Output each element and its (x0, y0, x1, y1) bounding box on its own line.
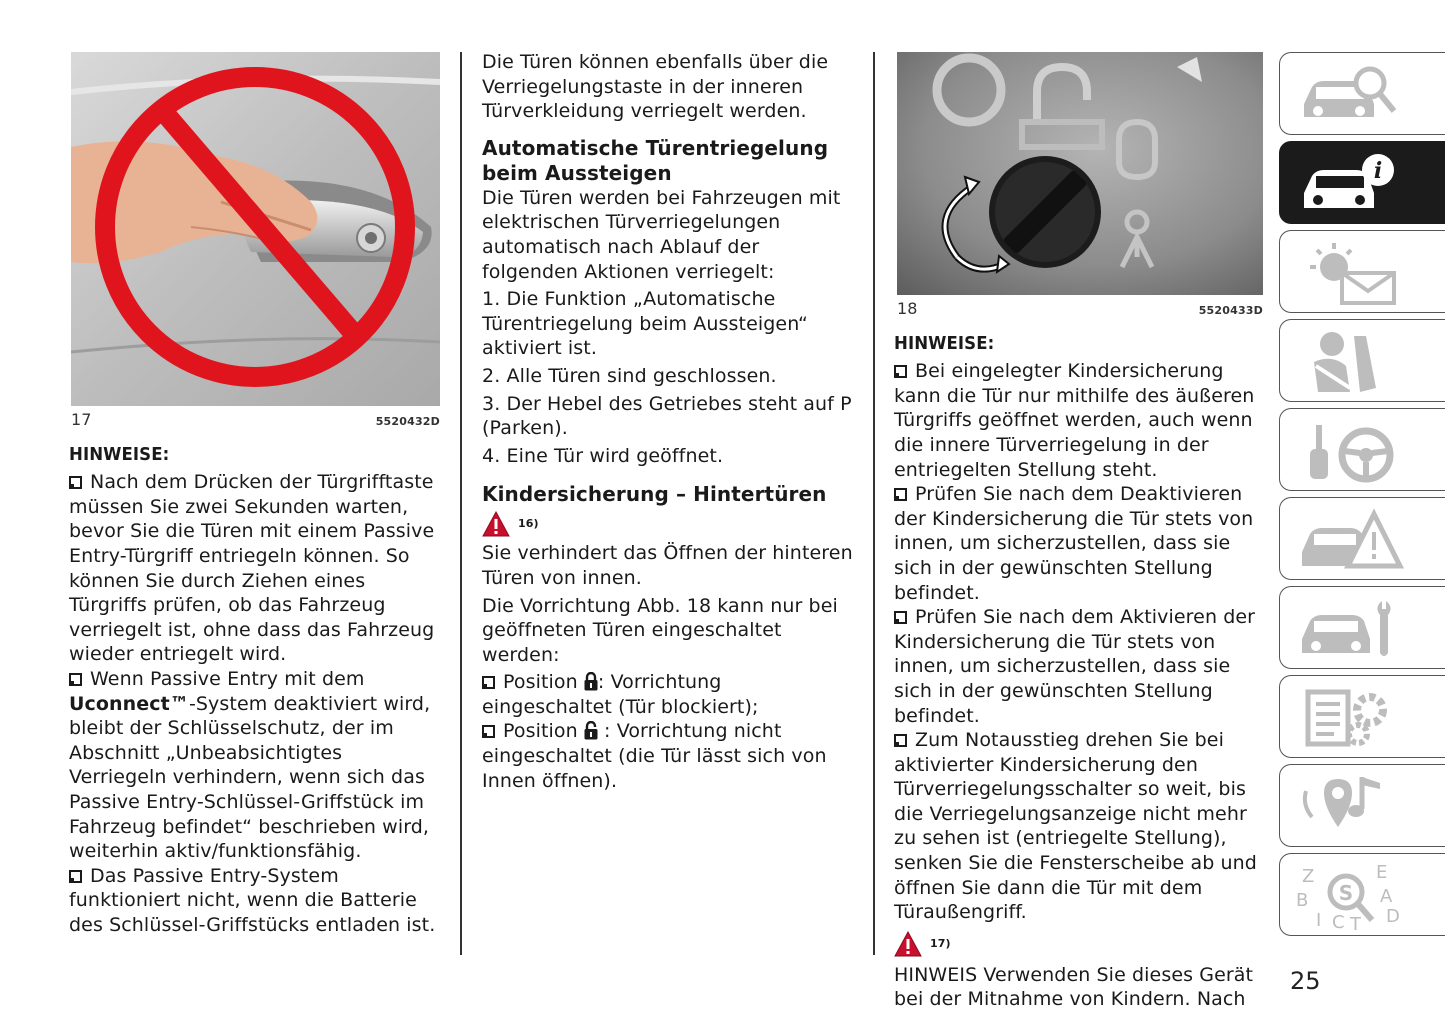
column-1 (69, 50, 441, 937)
note-item: Nach dem Drücken der Türgrifftaste müssen Sie zwei Sekunden warten, bevor Sie die Türen mit einem Passive Entry-Türgriff entriegeln können. So können Sie durch Ziehen eines Türgriffs prüfen, ob das Fahrzeug verriegelt ist, ohne dass das Fahrzeug wieder entriegelt wird. (69, 471, 435, 666)
section-paragraph: Sie verhindert das Öffnen der hinteren Türen von innen. (482, 542, 853, 589)
column-divider-1 (460, 52, 462, 955)
tab-multimedia[interactable] (1279, 764, 1445, 847)
lock-open-icon (584, 721, 598, 740)
warning-reference (482, 511, 854, 537)
note-item: Wenn Passive Entry mit dem Uconnect™-System deaktiviert wird, bleibt der Schlüsselschutz, der im Abschnitt „Unbeabsichtigtes Verriegeln verhindern, wenn sich das Passive Entry-Schlüssel-Griffstück im Fahrzeug befindet“ beschrieben wird, weiterhin aktiv/funktionsfähig. (69, 667, 431, 863)
figure-17-caption (71, 408, 440, 435)
bullet-icon (894, 365, 907, 378)
svg-text:I: I (1316, 910, 1322, 930)
multimedia-icon (1294, 771, 1404, 841)
figure-code: 5520432D (375, 415, 440, 428)
child-lock-switch-illustration (897, 52, 1263, 295)
notes-heading: HINWEISE: (69, 443, 170, 465)
tab-warning-lights[interactable] (1279, 230, 1445, 313)
svg-text:C: C (1332, 912, 1345, 930)
figure-number: 17 (71, 410, 92, 429)
page-number: 25 (1290, 967, 1321, 995)
svg-text:B: B (1296, 890, 1309, 911)
svg-text:T: T (1350, 914, 1361, 930)
figure-number: 18 (897, 299, 918, 318)
svg-text:A: A (1380, 886, 1393, 907)
column-divider-2 (873, 52, 875, 955)
position-item-locked: Position : Vorrichtung eingeschaltet (Tür blockiert); (482, 671, 759, 718)
note-paragraph: HINWEIS Verwenden Sie dieses Gerät bei der Mitnahme von Kindern. Nach (894, 963, 1254, 1011)
warning-reference (894, 931, 1268, 957)
note-item: Zum Notausstieg drehen Sie bei aktivierter Kindersicherung den Türverriegelungsschalter so weit, bis die Verriegelungsanzeige nicht mehr zu sehen ist (entriegelte Stellung), senken Sie die Fensterscheibe ab und öffnen Sie dann die Tür mit dem Türaußengriff. (894, 729, 1257, 924)
brand-name: Uconnect™ (69, 692, 189, 715)
step-item: 2. Alle Türen sind geschlossen. (482, 364, 777, 387)
note-item: Prüfen Sie nach dem Deaktivieren der Kindersicherung die Tür stets von innen, um sicherzustellen, dass sie sich in der gewünschten Stellung befindet. (894, 483, 1254, 604)
position-item-unlocked: Position : Vorrichtung nicht eingeschaltet (die Tür lässt sich von Innen öffnen). (482, 720, 827, 792)
section-title-auto-unlock: Automatische Türentriegelung beim Aussteigen (482, 135, 829, 185)
key-steering-icon (1294, 415, 1404, 485)
note-item: Bei eingelegter Kindersicherung kann die Tür nur mithilfe des äußeren Türgriffs geöffnet werden, auch wenn die innere Türverriegelung in der entriegelten Stellung steht. (894, 360, 1255, 481)
warning-ref-number: 16) (518, 517, 539, 531)
door-handle-illustration (71, 52, 440, 406)
tab-safety[interactable] (1279, 319, 1445, 402)
car-info-icon (1294, 148, 1404, 218)
bullet-icon (69, 870, 82, 883)
notes-heading: HINWEISE: (894, 332, 995, 354)
section-title-child-lock: Kindersicherung – Hintertüren (482, 482, 827, 507)
bullet-icon (894, 611, 907, 624)
tab-starting-driving[interactable] (1279, 408, 1445, 491)
bullet-icon (482, 676, 495, 689)
tab-emergency[interactable] (1279, 497, 1445, 580)
bullet-icon (894, 734, 907, 747)
svg-text:i: i (1373, 158, 1383, 184)
tab-maintenance[interactable] (1279, 586, 1445, 669)
car-emergency-icon (1294, 504, 1404, 574)
tab-vehicle-info[interactable] (1279, 141, 1445, 224)
column-2 (482, 50, 854, 793)
tab-technical-data[interactable] (1279, 675, 1445, 758)
figure-17-door-handle-prohibited (71, 52, 440, 406)
step-item: 1. Die Funktion „Automatische Türentriegelung beim Aussteigen“ aktiviert ist. (482, 288, 808, 360)
note-item: Das Passive Entry-System funktioniert nicht, wenn die Batterie des Schlüssel-Griffstücks entladen ist. (69, 864, 436, 936)
index-search-icon (1294, 860, 1404, 930)
chapter-tabs (1279, 52, 1445, 942)
bullet-icon (482, 725, 495, 738)
bullet-icon (894, 488, 907, 501)
svg-text:E: E (1376, 862, 1388, 883)
car-search-icon (1294, 59, 1404, 129)
column-3 (894, 50, 1268, 1012)
figure-code: 5520433D (1198, 304, 1263, 317)
note-item: Prüfen Sie nach dem Aktivieren der Kindersicherung die Tür stets von innen, um sicherzustellen, dass sie sich in der gewünschten Stellung befindet. (894, 606, 1256, 727)
svg-text:S: S (1338, 881, 1354, 905)
warning-triangle-icon (482, 511, 510, 537)
svg-text:D: D (1386, 906, 1400, 927)
step-item: 3. Der Hebel des Getriebes steht auf P (Parken). (482, 392, 852, 440)
warning-triangle-icon (894, 931, 922, 957)
technical-data-icon (1294, 682, 1404, 752)
lock-closed-icon (584, 672, 598, 691)
figure-18-child-lock (897, 52, 1263, 295)
figure-18-caption (897, 297, 1263, 324)
tab-index[interactable] (1279, 853, 1445, 936)
warning-ref-number: 17) (930, 936, 951, 950)
step-item: 4. Eine Tür wird geöffnet. (482, 444, 724, 467)
airbag-seat-icon (1294, 326, 1404, 396)
car-maintenance-icon (1294, 593, 1404, 663)
section-paragraph: Die Vorrichtung Abb. 18 kann nur bei geöffneten Türen eingeschaltet werden: (482, 594, 838, 666)
bullet-icon (69, 673, 82, 686)
warning-lights-messages-icon (1294, 237, 1404, 307)
tab-getting-to-know-vehicle[interactable] (1279, 52, 1445, 135)
bullet-icon (69, 476, 82, 489)
intro-paragraph: Die Türen können ebenfalls über die Verriegelungstaste in der inneren Türverkleidung verriegelt werden. (482, 51, 829, 123)
svg-text:Z: Z (1302, 866, 1315, 887)
section-paragraph: Die Türen werden bei Fahrzeugen mit elektrischen Türverriegelungen automatisch nach Ablauf der folgenden Aktionen verriegelt: (482, 186, 841, 283)
